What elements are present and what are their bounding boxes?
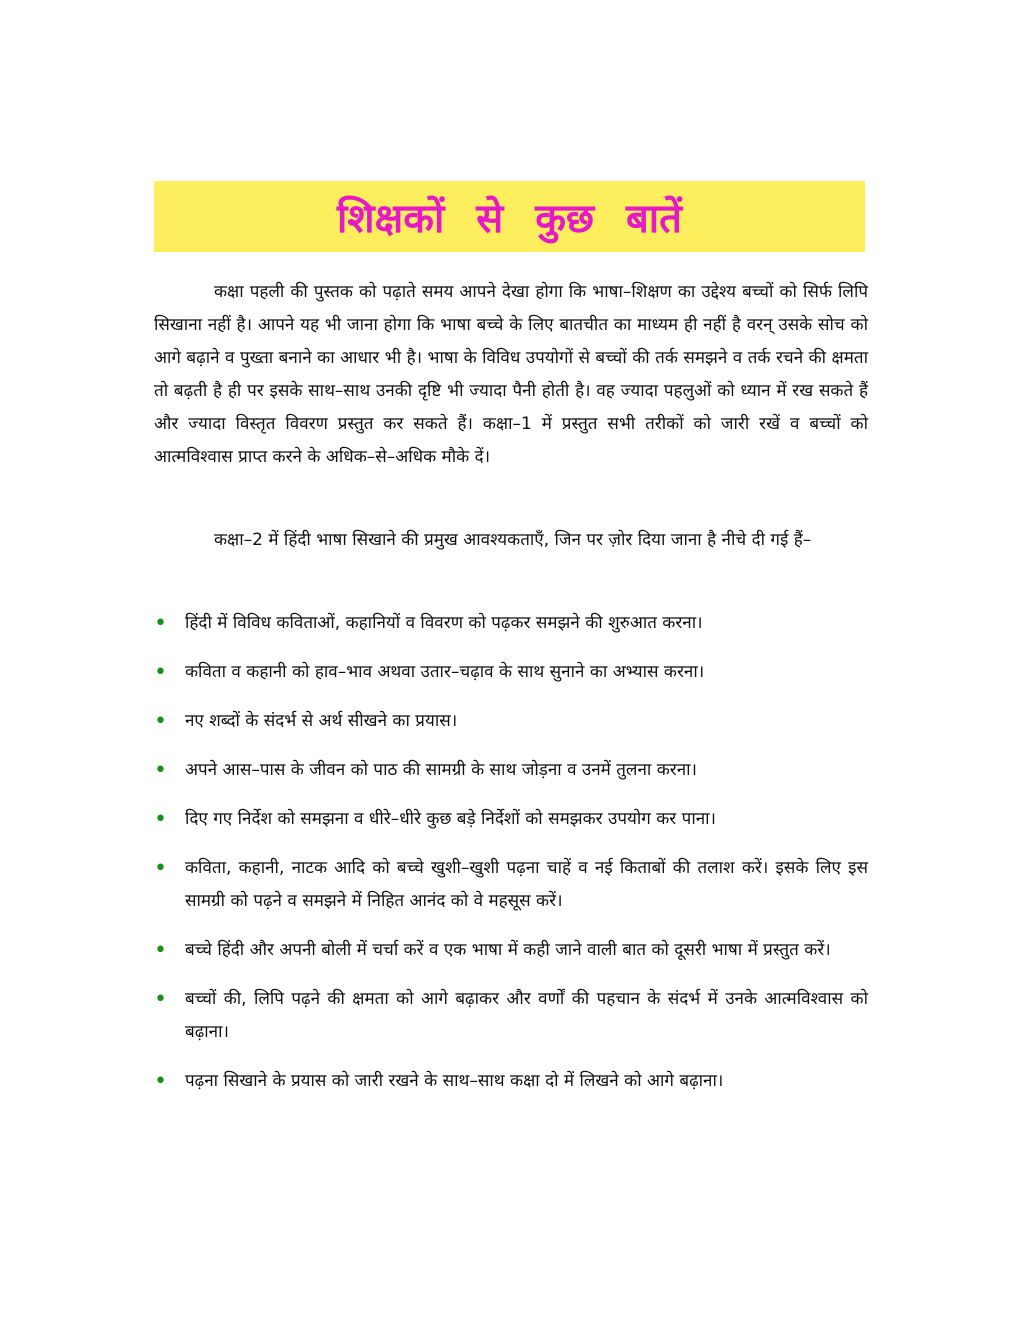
list-item: [154, 934, 868, 967]
bullet-icon: •: [154, 856, 167, 881]
list-item: [154, 705, 868, 738]
bullet-icon: •: [154, 758, 167, 783]
list-item: [154, 656, 868, 689]
list-item-text: दिए गए निर्देश को समझना व धीरे–धीरे कुछ बड़े निर्देशों को समझकर उपयोग कर पाना।: [185, 809, 716, 829]
intro-paragraph: कक्षा पहली की पुस्तक को पढ़ाते समय आपने देखा होगा कि भाषा–शिक्षण का उद्देश्य बच्चों को सिर्फ लिपि सिखाना नहीं है। आपने यह भी जाना होगा कि भाषा बच्चे के लिए बातचीत का माध्यम ही नहीं है वरन् उसके सोच को आगे बढ़ाने व पुख्ता बनाने का आधार भी है। भाषा के विविध उपयोगों से बच्चों की तर्क समझने व तर्क रचने की क्षमता तो बढ़ती है ही पर इसके साथ–साथ उनकी दृष्टि भी ज्यादा पैनी होती है। वह ज्यादा पहलुओं को ध्यान में रख सकते हैं और ज्यादा विस्तृत विवरण प्रस्तुत कर सकते हैं। कक्षा–1 में प्रस्तुत सभी तरीकों को जारी रखें व बच्चों को आत्मविश्वास प्राप्त करने के अधिक–से–अधिक मौके दें।: [154, 282, 868, 467]
list-item: [154, 983, 868, 1049]
bullet-icon: •: [154, 660, 167, 685]
list-item: [154, 754, 868, 787]
bullet-icon: •: [154, 938, 167, 963]
bullet-icon: •: [154, 1069, 167, 1094]
list-item-text: कविता व कहानी को हाव–भाव अथवा उतार–चढ़ाव के साथ सुनाने का अभ्यास करना।: [185, 662, 705, 682]
list-item: [154, 607, 868, 640]
list-item-text: नए शब्दों के संदर्भ से अर्थ सीखने का प्रयास।: [185, 711, 458, 731]
list-item-text: हिंदी में विविध कविताओं, कहानियों व विवरण को पढ़कर समझने की शुरुआत करना।: [185, 613, 703, 633]
list-item-text: अपने आस–पास के जीवन को पाठ की सामग्री के साथ जोड़ना व उनमें तुलना करना।: [185, 760, 697, 780]
list-item: [154, 852, 868, 918]
list-item: [154, 803, 868, 836]
bullet-icon: •: [154, 611, 167, 636]
bullet-icon: •: [154, 987, 167, 1012]
bullet-icon: •: [154, 807, 167, 832]
list-item-text: पढ़ना सिखाने के प्रयास को जारी रखने के साथ–साथ कक्षा दो में लिखने को आगे बढ़ाना।: [185, 1071, 724, 1091]
title-banner: [154, 181, 865, 252]
requirements-list: [154, 607, 868, 1114]
list-item-text: बच्चे हिंदी और अपनी बोली में चर्चा करें व एक भाषा में कही जाने वाली बात को दूसरी भाषा में प्रस्तुत करें।: [185, 940, 831, 960]
list-item-text: कविता, कहानी, नाटक आदि को बच्चे खुशी–खुशी पढ़ना चाहें व नई किताबों की तलाश करें। इसके लिए इस सामग्री को पढ़ने व समझने में निहित आनंद को वे महसूस करें।: [185, 858, 868, 911]
requirements-intro: कक्षा–2 में हिंदी भाषा सिखाने की प्रमुख आवश्यकताएँ, जिन पर ज़ोर दिया जाना है नीचे दी गई हैं–: [214, 530, 812, 550]
list-item-text: बच्चों की, लिपि पढ़ने की क्षमता को आगे बढ़ाकर और वर्णों की पहचान के संदर्भ में उनके आत्मविश्वास को बढ़ाना।: [185, 989, 868, 1042]
bullet-icon: •: [154, 709, 167, 734]
page-title: शिक्षकों से कुछ बातें: [337, 196, 682, 242]
list-item: [154, 1065, 868, 1098]
